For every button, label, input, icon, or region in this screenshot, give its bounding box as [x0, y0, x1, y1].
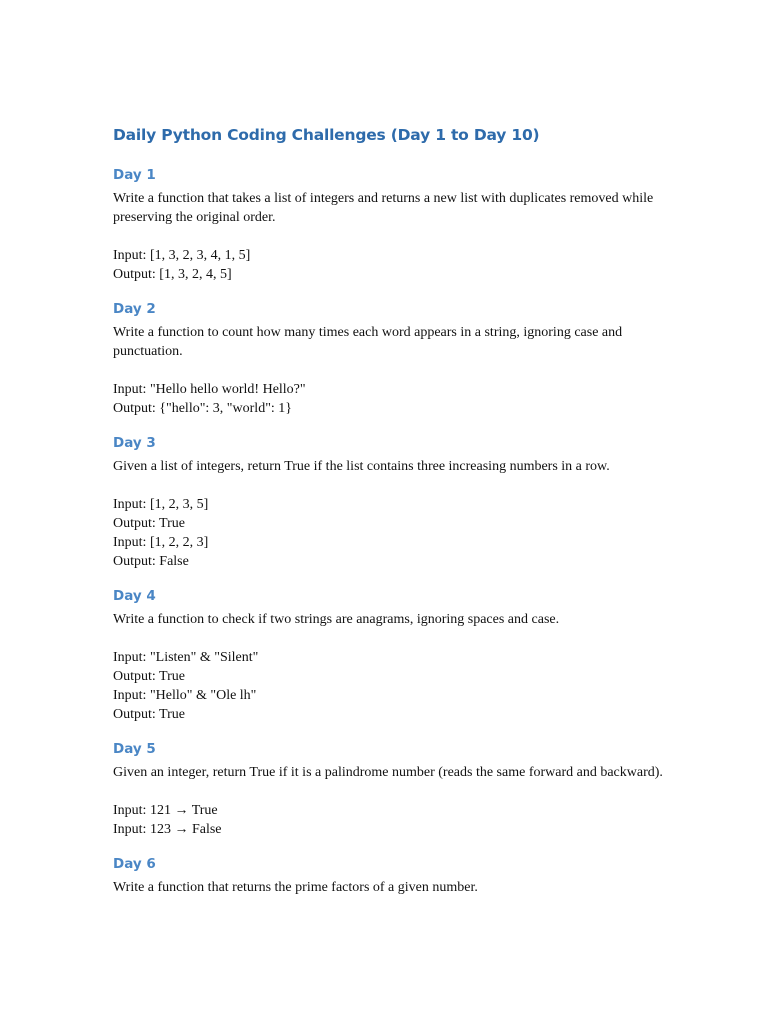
- day-heading: Day 6: [113, 856, 156, 872]
- day-section-2: [113, 300, 673, 418]
- example-line: Input: [1, 2, 2, 3]: [113, 535, 209, 550]
- day-description: Write a function that takes a list of integers and returns a new list with duplicates removed while preserving the original order.: [113, 191, 654, 225]
- day-description: Write a function that returns the prime factors of a given number.: [113, 880, 478, 895]
- day-description: Given an integer, return True if it is a palindrome number (reads the same forward and backward).: [113, 765, 663, 780]
- day-section-6: [113, 855, 673, 897]
- document-title: Daily Python Coding Challenges (Day 1 to Day 10): [113, 126, 540, 144]
- example-line: Output: [1, 3, 2, 4, 5]: [113, 267, 232, 282]
- example-line: Input: [1, 3, 2, 3, 4, 1, 5]: [113, 248, 251, 263]
- day-section-1: [113, 166, 673, 284]
- document-body: [113, 124, 673, 913]
- day-section-3: [113, 434, 673, 571]
- day-examples: [113, 246, 673, 284]
- example-line: Output: True: [113, 669, 185, 684]
- example-line: Input: 123 → False: [113, 822, 222, 837]
- example-line: Input: "Hello" & "Ole lh": [113, 688, 257, 703]
- day-examples: [113, 648, 673, 724]
- day-heading: Day 5: [113, 741, 156, 757]
- day-section-5: [113, 740, 673, 839]
- example-line: Input: 121 → True: [113, 803, 218, 818]
- example-line: Input: "Listen" & "Silent": [113, 650, 259, 665]
- day-examples: [113, 801, 673, 839]
- day-heading: Day 2: [113, 301, 156, 317]
- day-description: Write a function to check if two strings are anagrams, ignoring spaces and case.: [113, 612, 560, 627]
- day-heading: Day 1: [113, 167, 156, 183]
- example-line: Output: True: [113, 707, 185, 722]
- day-section-4: [113, 587, 673, 724]
- day-heading: Day 3: [113, 435, 156, 451]
- example-line: Input: [1, 2, 3, 5]: [113, 497, 209, 512]
- day-description: Given a list of integers, return True if the list contains three increasing numbers in a row.: [113, 459, 610, 474]
- day-examples: [113, 495, 673, 571]
- example-line: Output: {"hello": 3, "world": 1}: [113, 401, 293, 416]
- example-line: Output: False: [113, 554, 189, 569]
- day-heading: Day 4: [113, 588, 156, 604]
- day-description: Write a function to count how many times each word appears in a string, ignoring case and punctuation.: [113, 325, 623, 359]
- example-line: Output: True: [113, 516, 185, 531]
- day-examples: [113, 380, 673, 418]
- example-line: Input: "Hello hello world! Hello?": [113, 382, 306, 397]
